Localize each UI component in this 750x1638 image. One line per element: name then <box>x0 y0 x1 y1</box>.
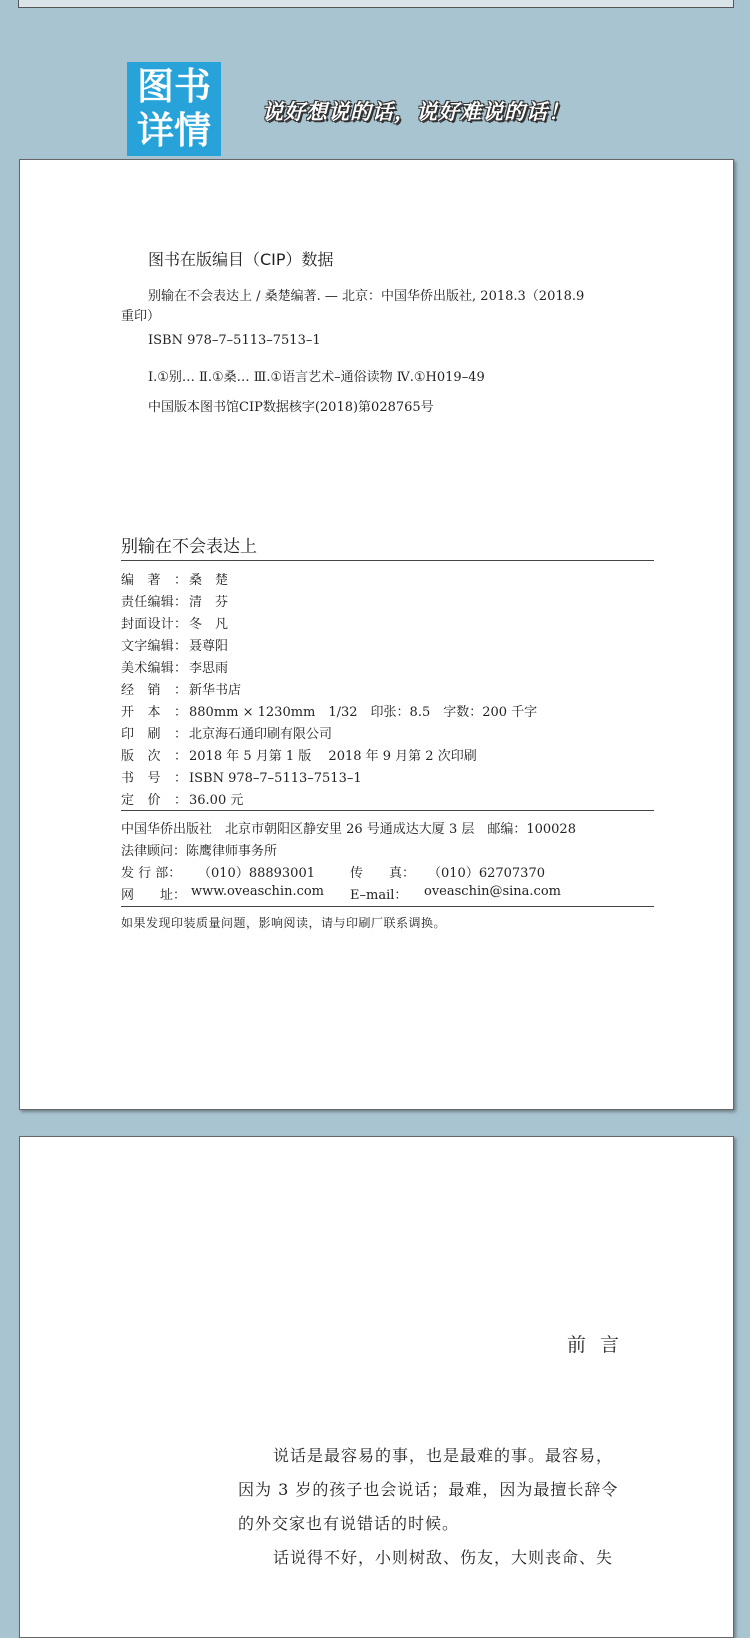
credit-value: 聂尊阳 <box>189 639 229 654</box>
credit-value: 李思雨 <box>189 661 229 676</box>
credit-label: 美术编辑： <box>121 661 187 676</box>
cip-classification: Ⅰ.①别… Ⅱ.①桑… Ⅲ.①语言艺术–通俗读物 Ⅳ.①H019–49 <box>148 370 485 385</box>
credit-value: 2018 年 5 月第 1 版 2018 年 9 月第 2 次印刷 <box>189 749 477 764</box>
fax-number: （010）62707370 <box>428 866 545 881</box>
publisher-address: 中国华侨出版社 北京市朝阳区静安里 26 号通成达大厦 3 层 邮编：100028 <box>121 822 576 837</box>
divider-bottom <box>121 906 654 907</box>
credit-value: 清 芬 <box>189 595 229 610</box>
divider-top <box>121 560 654 561</box>
cip-record: 中国版本图书馆CIP数据核字(2018)第028765号 <box>148 400 434 415</box>
credit-label: 书号： <box>121 771 187 786</box>
credit-label: 开本： <box>121 705 187 720</box>
credit-value: 新华书店 <box>189 683 242 698</box>
previous-page-edge <box>18 0 734 8</box>
credit-value: ISBN 978–7–5113–7513–1 <box>189 771 362 786</box>
fax-label: 传 真： <box>350 866 416 881</box>
credit-label: 编著： <box>121 573 187 588</box>
credit-label: 印刷： <box>121 727 187 742</box>
preface-line-1: 说话是最容易的事，也是最难的事。最容易， <box>273 1446 614 1465</box>
credit-label: 定价： <box>121 793 187 808</box>
book-title: 别输在不会表达上 <box>121 537 257 557</box>
credit-row <box>121 767 362 786</box>
email-link[interactable]: oveaschin@sina.com <box>424 884 561 899</box>
credit-label: 文字编辑： <box>121 639 187 654</box>
credit-row <box>121 723 332 742</box>
credit-label: 责任编辑： <box>121 595 187 610</box>
credit-row <box>121 679 241 698</box>
credit-label: 经销： <box>121 683 187 698</box>
credit-value: 36.00 元 <box>189 793 244 808</box>
credit-row <box>121 701 537 720</box>
credit-value: 冬 凡 <box>189 617 229 632</box>
web-label: 网 址： <box>121 888 187 903</box>
credit-row <box>121 657 228 676</box>
email-label: E–mail： <box>350 888 408 903</box>
credit-label: 封面设计： <box>121 617 187 632</box>
credit-row <box>121 569 228 588</box>
credit-value: 880mm × 1230mm 1/32 印张：8.5 字数：200 千字 <box>189 705 538 720</box>
dept-label: 发 行 部： <box>121 866 182 881</box>
quality-note: 如果发现印装质量问题，影响阅读，请与印刷厂联系调换。 <box>121 916 447 930</box>
cip-line-1-cont: 重印） <box>121 309 161 324</box>
copyright-page <box>19 159 734 1110</box>
dept-phone: （010）88893001 <box>198 866 315 881</box>
cip-isbn: ISBN 978–7–5113–7513–1 <box>148 333 321 348</box>
slogan: 说好想说的话，说好难说的话！ <box>262 100 570 124</box>
credit-row <box>121 635 228 654</box>
credit-row <box>121 745 477 764</box>
preface-line-2: 因为 3 岁的孩子也会说话；最难，因为最擅长辞令 <box>238 1480 619 1499</box>
web-link[interactable]: www.oveaschin.com <box>191 884 325 899</box>
credit-row <box>121 789 243 808</box>
badge-line-2: 详情 <box>137 109 211 152</box>
preface-line-3: 的外交家也有说错话的时候。 <box>238 1514 460 1533</box>
badge-line-1: 图书 <box>137 65 211 108</box>
preface-line-4: 话说得不好，小则树敌、伤友，大则丧命、失 <box>273 1548 614 1567</box>
credit-label: 版次： <box>121 749 187 764</box>
preface-title: 前言 <box>567 1334 634 1356</box>
book-details-badge <box>127 62 221 156</box>
credit-value: 桑 楚 <box>189 573 229 588</box>
cip-line-1: 别输在不会表达上 / 桑楚编著. — 北京：中国华侨出版社, 2018.3（2018.9 <box>148 289 585 304</box>
credit-row <box>121 591 228 610</box>
preface-page <box>19 1136 734 1638</box>
legal-advisor: 法律顾问：陈鹰律师事务所 <box>121 844 278 859</box>
credit-row <box>121 613 228 632</box>
cip-heading: 图书在版编目（CIP）数据 <box>148 250 334 269</box>
divider-middle <box>121 810 654 811</box>
credit-value: 北京海石通印刷有限公司 <box>189 727 333 742</box>
